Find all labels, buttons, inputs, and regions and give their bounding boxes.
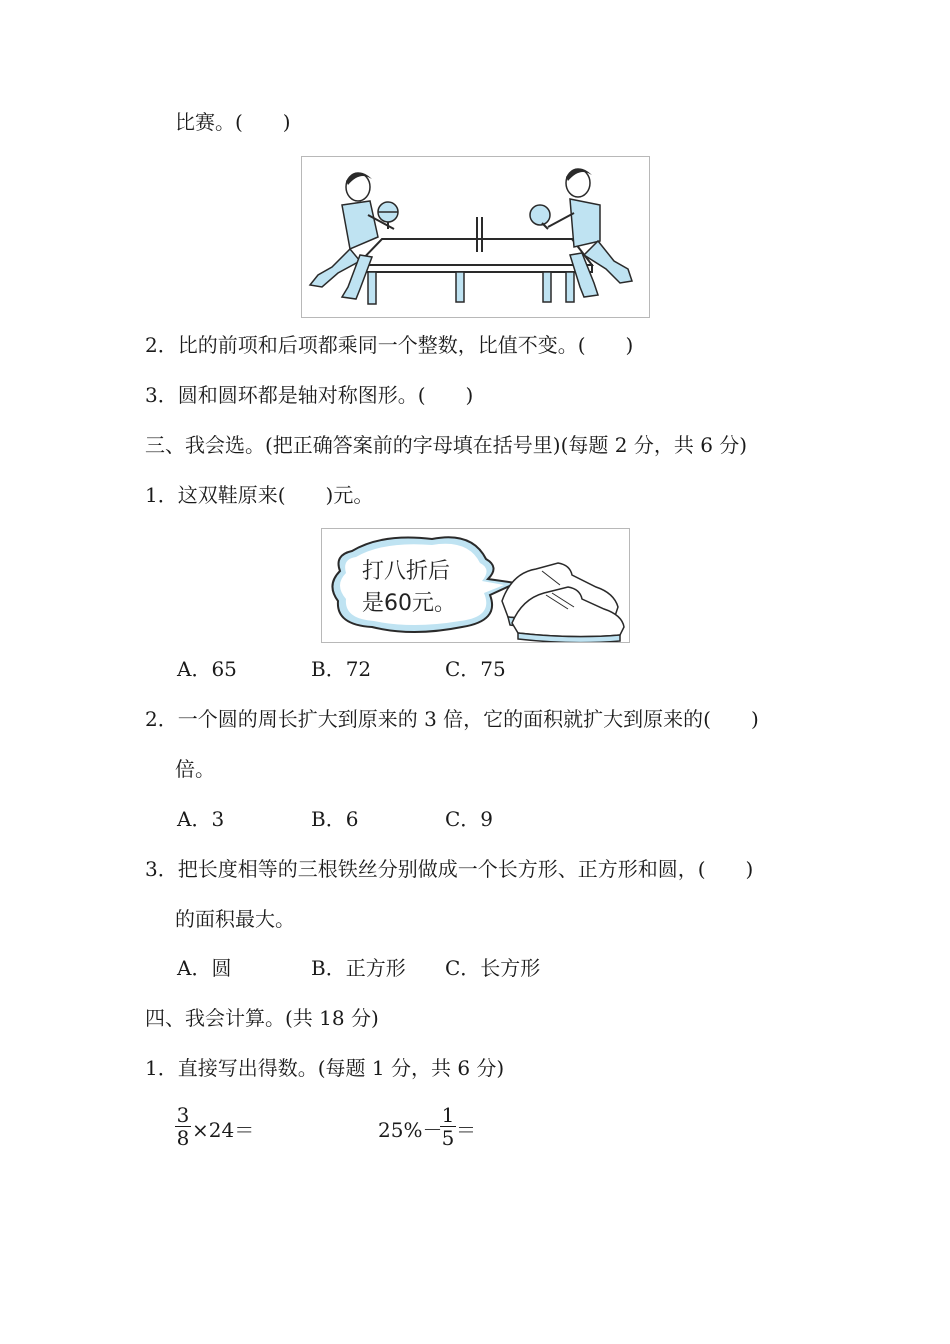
bubble-line-1: 打八折后 (362, 559, 451, 584)
shoe-illustration (321, 528, 630, 643)
denominator: 5 (441, 1126, 455, 1150)
question-2-3: 3．圆和圆环都是轴对称图形。( ) (145, 383, 474, 407)
calc-expression-rest: ＝ (456, 1118, 476, 1142)
question-3-2-line-2: 倍。 (175, 757, 215, 781)
option-c: C．长方形 (445, 956, 541, 980)
option-a: A．圆 (177, 956, 232, 980)
calc-expression-rest: ×24＝ (192, 1118, 255, 1142)
question-3-2-line-1: 2．一个圆的周长扩大到原来的 3 倍，它的面积就扩大到原来的( ) (145, 707, 759, 731)
question-3-3-line-2: 的面积最大。 (175, 907, 295, 931)
numerator: 1 (441, 1103, 455, 1127)
fraction (440, 1104, 456, 1149)
option-c: C．75 (445, 657, 506, 681)
question-4-1: 1．直接写出得数。(每题 1 分，共 6 分) (145, 1056, 505, 1080)
question-3-1: 1．这双鞋原来( )元。 (145, 483, 374, 507)
option-b: B．正方形 (311, 956, 406, 980)
ping-pong-drawing (302, 157, 649, 317)
question-3-3-line-1: 3．把长度相等的三根铁丝分别做成一个长方形、正方形和圆，( ) (145, 857, 754, 881)
option-a: A．65 (177, 657, 237, 681)
denominator: 8 (176, 1126, 190, 1150)
bubble-line-2: 是60元。 (362, 591, 456, 616)
section-3-title: 三、我会选。(把正确答案前的字母填在括号里)(每题 2 分，共 6 分) (145, 433, 748, 457)
option-c: C．9 (445, 807, 494, 831)
numerator: 3 (176, 1103, 190, 1127)
section-4-title: 四、我会计算。(共 18 分) (145, 1006, 379, 1030)
calc-expression-prefix: 25%－ (378, 1118, 443, 1142)
option-b: B．6 (311, 807, 359, 831)
fraction (175, 1104, 191, 1149)
option-a: A．3 (177, 807, 225, 831)
option-b: B．72 (311, 657, 372, 681)
question-2-2: 2．比的前项和后项都乘同一个整数，比值不变。( ) (145, 333, 634, 357)
ping-pong-illustration (301, 156, 650, 318)
question-tail: 比赛。( ) (175, 110, 291, 134)
